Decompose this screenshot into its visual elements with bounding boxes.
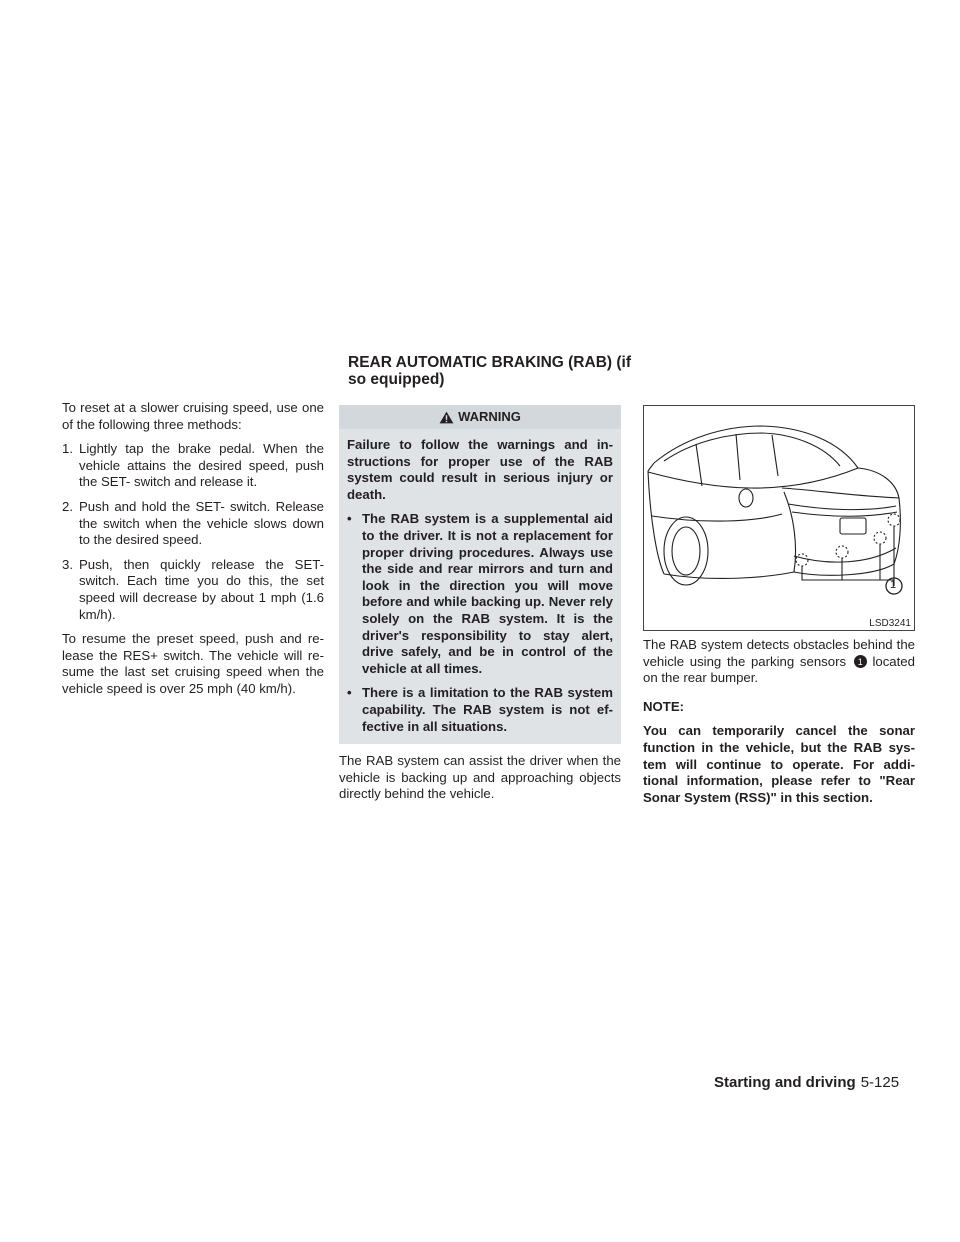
car-rear-illustration: [644, 406, 914, 630]
note-label: NOTE:: [643, 698, 685, 714]
step-text: Push, then quickly release the SET- switch. Each time you do this, the set speed will decrease by about 1 mph (1.6 km/h).: [79, 556, 324, 622]
list-item: [347, 685, 613, 735]
page-number: 5-125: [860, 1074, 900, 1091]
figure-code: LSD3241: [869, 618, 911, 629]
rear-sensor-figure: [643, 405, 915, 631]
right-column: [643, 405, 915, 814]
page-footer: [714, 1074, 899, 1092]
reset-steps: [62, 441, 324, 623]
warning-triangle-icon: [439, 411, 454, 424]
bullet: •: [347, 511, 352, 527]
step-number: 2.: [62, 498, 73, 514]
sensor-callout-icon: 1: [854, 655, 867, 668]
sensor-text-end: located on the rear bumper.: [643, 653, 915, 686]
step-number: 3.: [62, 556, 73, 572]
list-item: [62, 557, 324, 623]
figure-callout-label: 1: [890, 579, 897, 591]
list-item: [347, 511, 613, 677]
sensor-text: The RAB system detects obstacles behind the vehicle using the parking sensors: [643, 637, 915, 669]
warning-list: [347, 511, 613, 735]
sensor-paragraph: [643, 637, 915, 687]
step-number: 1.: [62, 441, 73, 457]
bullet: •: [347, 685, 352, 701]
warning-header: [339, 405, 621, 429]
footer-section-title: Starting and driving: [714, 1074, 856, 1091]
warning-bullet-text: The RAB system is a supplemental aid to the driver. It is not a replacement for proper driving procedures. Always use the side and rear mirrors and turn and look in the direction you will move before and while backing up. Never rely solely on the RAB system. It is the driver's responsibility to stay alert, drive safely, and be in control of the vehicle at all times.: [362, 511, 613, 676]
step-text: Push and hold the SET- switch. Release the switch when the vehicle slows down to the desired speed.: [79, 498, 324, 548]
list-item: [62, 441, 324, 491]
warning-box: [339, 405, 621, 744]
warning-intro: Failure to follow the warnings and in- structions for proper use of the RAB system could result in serious injury or death.: [347, 437, 613, 502]
middle-column: [339, 405, 621, 811]
warning-bullet-text: There is a limitation to the RAB system capability. The RAB system is not ef- fective in all situations.: [362, 685, 613, 734]
rab-assist-paragraph: The RAB system can assist the driver when the vehicle is backing up and approaching objects directly behind the vehicle.: [339, 753, 621, 802]
warning-title: WARNING: [458, 408, 521, 424]
reset-intro: To reset at a slower cruising speed, use one of the following three methods:: [62, 400, 324, 432]
left-column: [62, 400, 324, 706]
resume-paragraph: To resume the preset speed, push and re- lease the RES+ switch. The vehicle will re- sume the last set cruising speed when the vehicle speed is over 25 mph (40 km/h).: [62, 631, 324, 696]
step-text: Lightly tap the brake pedal. When the vehicle attains the desired speed, push the SET- switch and release it.: [79, 441, 324, 490]
list-item: [62, 499, 324, 549]
section-heading: REAR AUTOMATIC BRAKING (RAB) (if so equipped): [348, 354, 631, 388]
note-text: You can temporarily cancel the sonar function in the vehicle, but the RAB sys- tem will continue to operate. For addi- tional information, please refer to "Rear Sonar System (RSS)" in this section.: [643, 723, 915, 805]
